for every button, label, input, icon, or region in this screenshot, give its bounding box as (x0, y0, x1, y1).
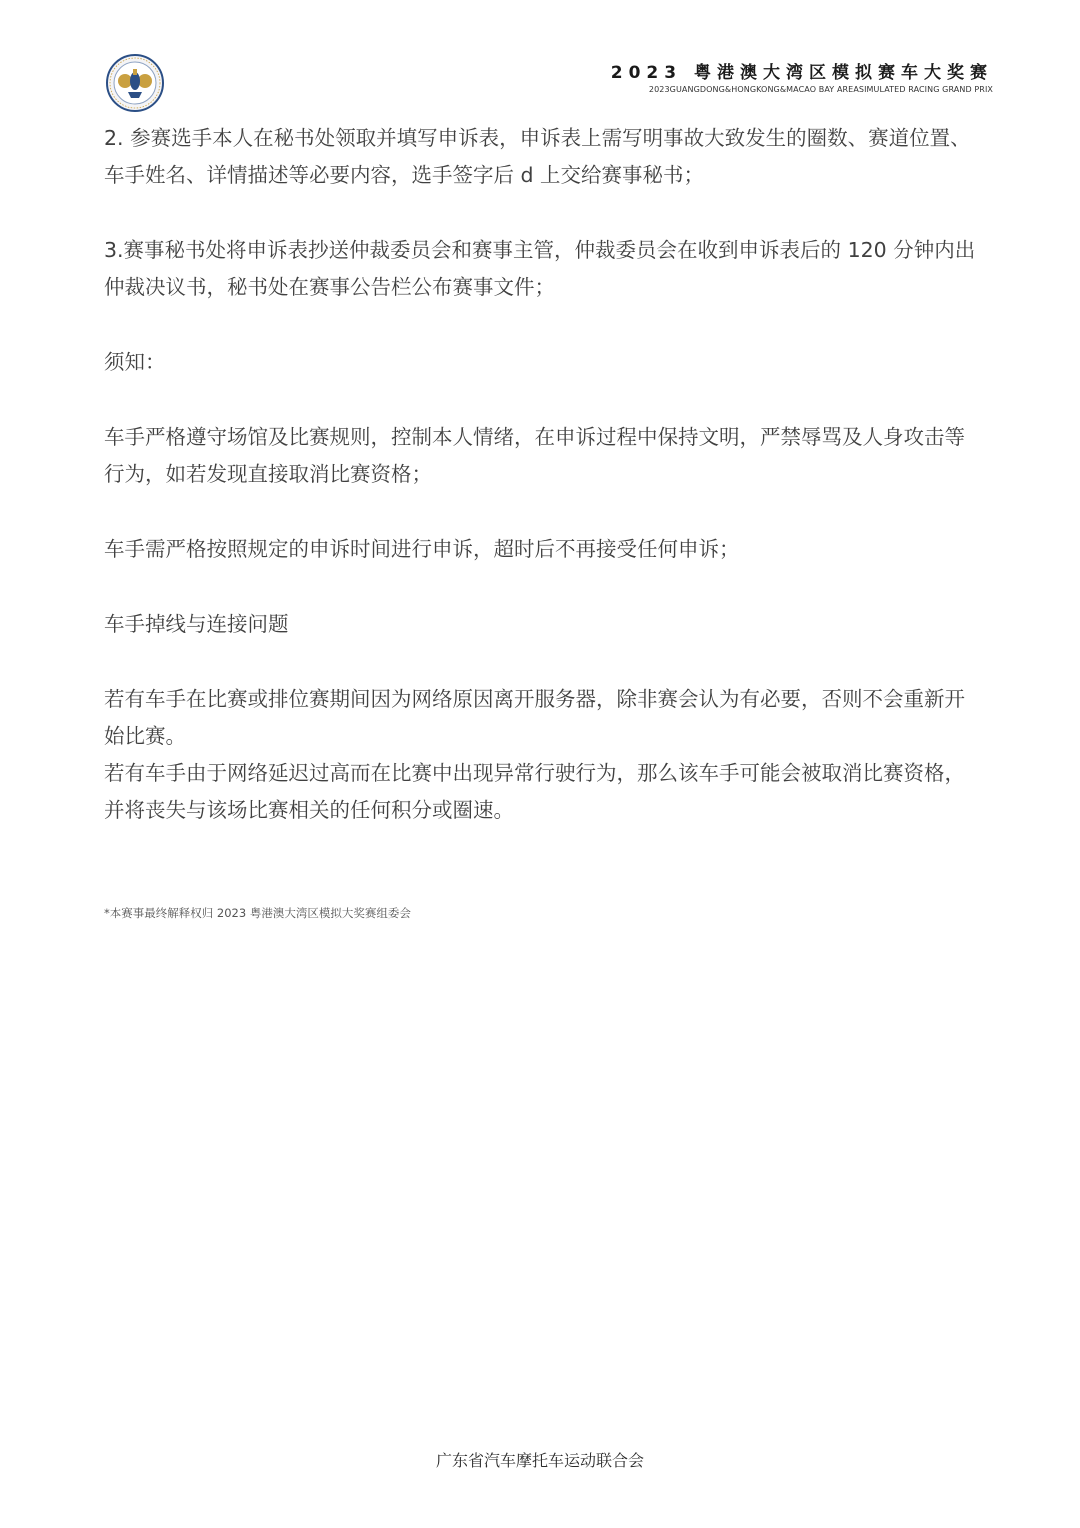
paragraph-appeal-deadline: 车手需严格按照规定的申诉时间进行申诉，超时后不再接受任何申诉； (104, 537, 740, 561)
page-footer: 广东省汽车摩托车运动联合会 (435, 1451, 644, 1470)
header-title: 2023 粤港澳大湾区模拟赛车大奖赛 (610, 63, 993, 83)
notice-heading: 须知： (104, 350, 166, 374)
section-heading-disconnect: 车手掉线与连接问题 (104, 612, 289, 636)
paragraph-disconnect-restart: 若有车手在比赛或排位赛期间因为网络原因离开服务器，除非赛会认为有必要，否则不会重新开始比赛。 (104, 687, 965, 748)
paragraph-latency-penalty: 若有车手由于网络延迟过高而在比赛中出现异常行驶行为，那么该车手可能会被取消比赛资格，并将丧失与该场比赛相关的任何积分或圈速。 (104, 761, 965, 822)
header-subtitle: 2023GUANGDONG&HONGKONG&MACAO BAY AREASIMULATED RACING GRAND PRIX (648, 85, 993, 94)
document-body (104, 120, 984, 867)
paragraph-conduct-rule: 车手严格遵守场馆及比赛规则，控制本人情绪，在申诉过程中保持文明，严禁辱骂及人身攻击等行为，如若发现直接取消比赛资格； (104, 425, 965, 486)
footnote: *本赛事最终解释权归 2023 粤港澳大湾区模拟大奖赛组委会 (104, 906, 411, 920)
paragraph-appeal-form: 2. 参赛选手本人在秘书处领取并填写申诉表，申诉表上需写明事故大致发生的圈数、赛道位置、车手姓名、详情描述等必要内容，选手签字后 d 上交给赛事秘书； (104, 126, 971, 187)
organizer-emblem-icon (106, 54, 164, 112)
paragraph-arbitration: 3.赛事秘书处将申诉表抄送仲裁委员会和赛事主管，仲裁委员会在收到申诉表后的 120 分钟内出仲裁决议书，秘书处在赛事公告栏公布赛事文件； (104, 238, 976, 299)
